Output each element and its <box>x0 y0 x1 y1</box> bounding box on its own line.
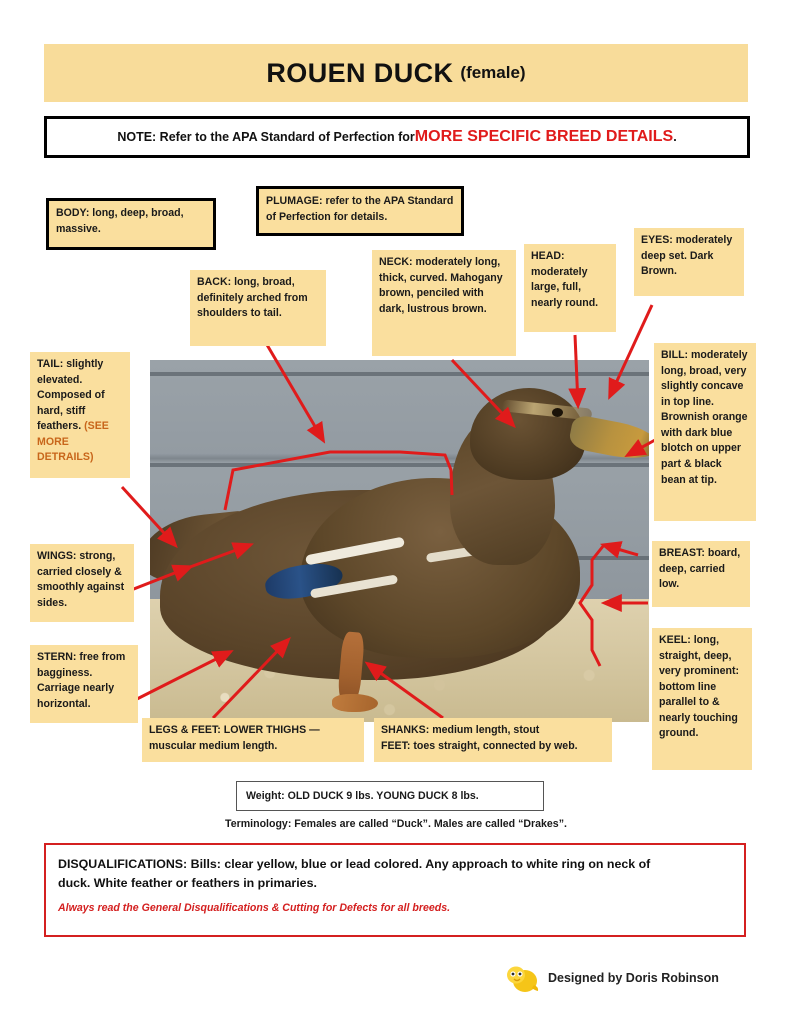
disqualifications-line-2: duck. White feather or feathers in primaries. <box>58 876 317 891</box>
duck-photo <box>150 360 649 722</box>
duck-eye-shape <box>552 408 563 417</box>
callout-wings <box>30 544 134 622</box>
disqualifications-box <box>44 843 746 937</box>
callout-tail <box>30 352 130 478</box>
callout-shanks-feet <box>374 718 612 762</box>
callout-keel <box>652 628 752 770</box>
page-title: ROUEN DUCK <box>266 57 454 88</box>
callout-bill-text: BILL: moderately long, broad, very slightly concave in top line. Brownish orange with dark blue blotch on upper part & black bean at tip. <box>661 349 748 486</box>
callout-plumage-text: PLUMAGE: refer to the APA Standard of Perfection for details. <box>266 195 454 223</box>
footer-credit: Designed by Doris Robinson <box>548 971 719 985</box>
callout-feet-text: FEET: toes straight, connected by web. <box>381 739 578 752</box>
note-suffix: . <box>673 130 677 144</box>
callout-wings-text: WINGS: strong, carried closely & smoothly against sides. <box>37 550 125 609</box>
callout-eyes <box>634 228 744 296</box>
callout-tail-text: TAIL: slightly elevated. Composed of hard, stiff feathers. <box>37 358 105 433</box>
callout-plumage <box>256 186 464 236</box>
callout-tail-accent: (SEE MORE DETRAILS) <box>37 420 109 464</box>
wall-seam <box>150 372 649 376</box>
callout-neck <box>372 250 516 356</box>
note-bar <box>44 116 750 158</box>
callout-head <box>524 244 616 332</box>
callout-breast-text: BREAST: board, deep, carried low. <box>659 547 741 591</box>
callout-body <box>46 198 216 250</box>
callout-legs-feet <box>142 718 364 762</box>
callout-legs-feet-text: LEGS & FEET: LOWER THIGHS — muscular medium length. <box>149 724 320 752</box>
terminology-text: Terminology: Females are called “Duck”. Males are called “Drakes”. <box>225 818 567 830</box>
title-banner <box>44 44 748 102</box>
disqualifications-note: Always read the General Disqualifications & Cutting for Defects for all breeds. <box>58 902 451 915</box>
callout-back <box>190 270 326 346</box>
callout-eyes-text: EYES: moderately deep set. Dark Brown. <box>641 234 733 278</box>
page-subtitle: (female) <box>460 63 526 82</box>
callout-back-text: BACK: long, broad, definitely arched from shoulders to tail. <box>197 276 308 320</box>
callout-shanks-text: SHANKS: medium length, stout <box>381 724 540 736</box>
callout-head-text: HEAD: moderately large, full, nearly round. <box>531 250 599 309</box>
note-highlight: MORE SPECIFIC BREED DETAILS <box>414 128 674 145</box>
callout-stern-text: STERN: free from bagginess. Carriage nearly horizontal. <box>37 651 126 710</box>
callout-bill <box>654 343 756 521</box>
footer <box>505 962 719 994</box>
callout-breast <box>652 541 750 607</box>
callout-neck-text: NECK: moderately long, thick, curved. Mahogany brown, penciled with dark, lustrous brown. <box>379 256 503 315</box>
weight-box <box>236 781 544 811</box>
duckling-icon <box>505 962 539 994</box>
note-prefix: NOTE: Refer to the APA Standard of Perfection for <box>117 130 415 144</box>
weight-text: Weight: OLD DUCK 9 lbs. YOUNG DUCK 8 lbs. <box>246 790 479 802</box>
duck-foot-shape <box>332 694 378 712</box>
callout-stern <box>30 645 138 723</box>
disqualifications-line-1: DISQUALIFICATIONS: Bills: clear yellow, blue or lead colored. Any approach to white ring on neck of <box>58 857 651 871</box>
callout-keel-text: KEEL: long, straight, deep, very prominent: bottom line parallel to & nearly touching ground. <box>659 634 740 740</box>
callout-body-text: BODY: long, deep, broad, massive. <box>56 207 184 235</box>
